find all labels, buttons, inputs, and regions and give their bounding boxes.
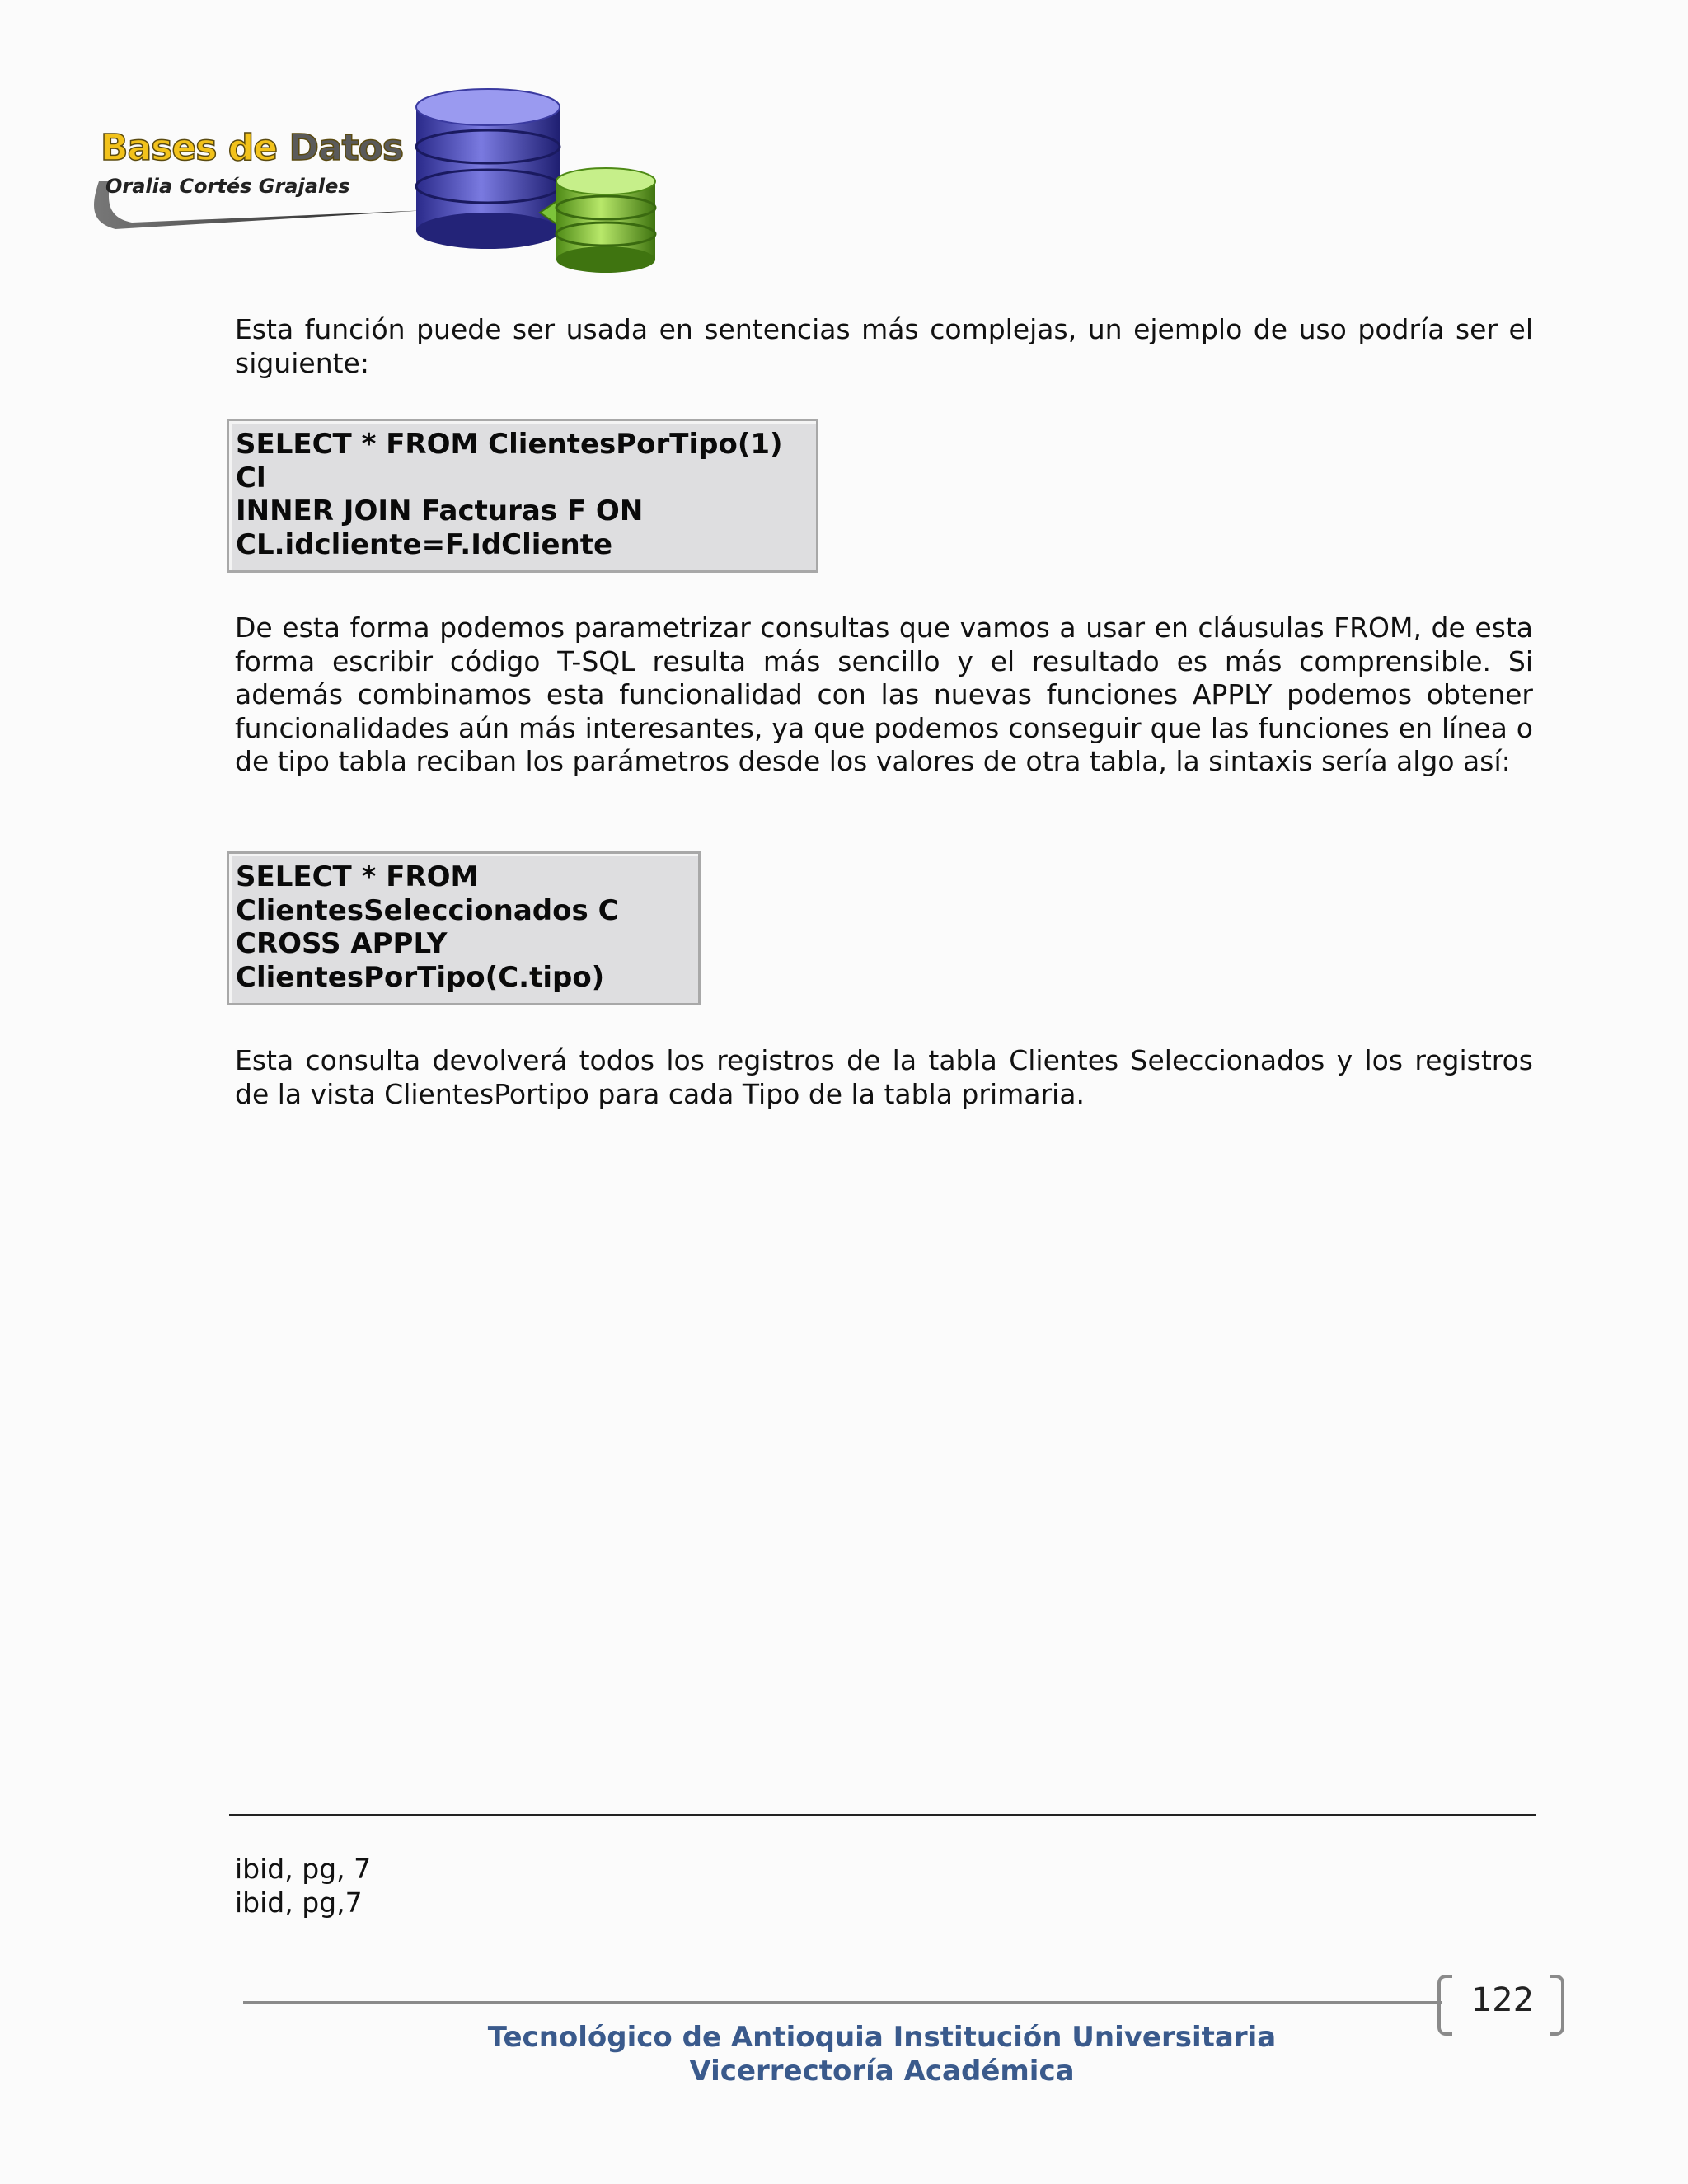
paragraph-apply: De esta forma podemos parametrizar consultas que vamos a usar en cláusulas FROM, de esta forma escribir código T-SQL resulta más sencillo y el resultado es más comprensible. Si además combinamos esta funcionalidad con las nuevas funciones APPLY podemos obtener funcionalidades aún más interesantes, ya que podemos conseguir que las funciones en línea o de tipo tabla reciban los parámetros desde los valores de otra tabla, la sintaxis sería algo así: <box>235 612 1533 777</box>
footnote: ibid, pg, 7 <box>235 1853 372 1885</box>
code-line: CL.idcliente=F.IdCliente <box>236 527 613 561</box>
footer-rule <box>243 2001 1442 2004</box>
code-line: SELECT * FROM <box>236 860 479 893</box>
code-line: CROSS APPLY <box>236 927 448 960</box>
paragraph-intro: Esta función puede ser usada en sentencias más complejas, un ejemplo de uso podría ser el siguiente: <box>235 313 1533 379</box>
logo-title: Bases de Datos <box>101 127 404 169</box>
page-number: 122 <box>1470 1981 1535 2019</box>
code-line: ClientesPorTipo(C.tipo) <box>236 960 605 994</box>
code-line: INNER JOIN Facturas F ON <box>236 494 644 527</box>
footer-department: Vicerrectoría Académica <box>689 2055 1075 2088</box>
code-line: SELECT * FROM ClientesPorTipo(1) <box>236 428 783 461</box>
code-line: ClientesSeleccionados C <box>236 893 619 927</box>
logo-author: Oralia Cortés Grajales <box>106 175 350 198</box>
footnote-separator <box>229 1814 1536 1816</box>
code-block-1 <box>227 419 818 573</box>
footer-institution: Tecnológico de Antioquia Institución Universitaria <box>487 2021 1277 2054</box>
code-block-2 <box>227 851 701 1005</box>
header-logo <box>82 82 668 284</box>
code-line: Cl <box>236 461 266 494</box>
footnote: ibid, pg,7 <box>235 1886 363 1919</box>
paragraph-result: Esta consulta devolverá todos los registros de la tabla Clientes Seleccionados y los registros de la vista ClientesPortipo para cada Tipo de la tabla primaria. <box>235 1044 1533 1110</box>
